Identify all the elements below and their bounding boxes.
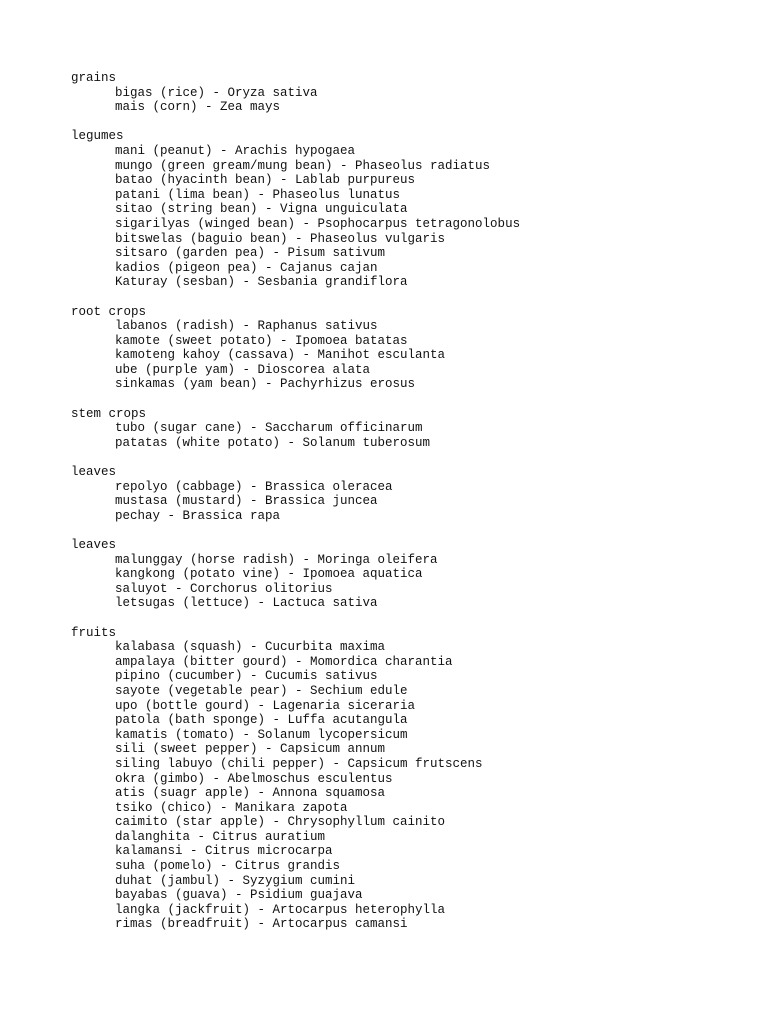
section-6: [71, 626, 751, 932]
list-item: mais (corn) - Zea mays: [115, 100, 281, 115]
list-item: saluyot - Corchorus olitorius: [115, 581, 333, 596]
list-item: mani (peanut) - Arachis hypogaea: [115, 143, 356, 158]
list-item: duhat (jambul) - Syzygium cumini: [115, 873, 356, 888]
list-item: kadios (pigeon pea) - Cajanus cajan: [115, 260, 378, 275]
list-item: kangkong (potato vine) - Ipomoea aquatica: [115, 567, 423, 582]
list-item: pechay - Brassica rapa: [115, 508, 281, 523]
list-item: repolyo (cabbage) - Brassica oleracea: [115, 479, 393, 494]
list-item: sitsaro (garden pea) - Pisum sativum: [115, 246, 386, 261]
list-item: tubo (sugar cane) - Saccharum officinarum: [115, 421, 423, 436]
section-3: [71, 407, 751, 451]
list-item: kamatis (tomato) - Solanum lycopersicum: [115, 727, 408, 742]
list-item: mungo (green gream/mung bean) - Phaseolus radiatus: [115, 158, 491, 173]
section-1: [71, 129, 751, 290]
section-2: [71, 305, 751, 393]
list-item: kalabasa (squash) - Cucurbita maxima: [115, 640, 386, 655]
list-item: tsiko (chico) - Manikara zapota: [115, 800, 348, 815]
list-item: sigarilyas (winged bean) - Psophocarpus tetragonolobus: [115, 216, 521, 231]
list-item: rimas (breadfruit) - Artocarpus camansi: [115, 917, 408, 932]
list-item: sinkamas (yam bean) - Pachyrhizus erosus: [115, 377, 416, 392]
list-item: patatas (white potato) - Solanum tuberosum: [115, 435, 431, 450]
list-item: patani (lima bean) - Phaseolus lunatus: [115, 187, 401, 202]
section-title: grains: [71, 71, 117, 85]
list-item: kalamansi - Citrus microcarpa: [115, 844, 333, 859]
list-item: atis (suagr apple) - Annona squamosa: [115, 786, 386, 801]
list-item: sili (sweet pepper) - Capsicum annum: [115, 742, 386, 757]
section-title: root crops: [71, 304, 147, 319]
list-item: okra (gimbo) - Abelmoschus esculentus: [115, 771, 393, 786]
section-title: leaves: [71, 465, 117, 480]
list-item: caimito (star apple) - Chrysophyllum cainito: [115, 815, 446, 830]
list-item: labanos (radish) - Raphanus sativus: [115, 319, 378, 334]
list-item: mustasa (mustard) - Brassica juncea: [115, 494, 378, 509]
document-body: [71, 71, 751, 947]
list-item: siling labuyo (chili pepper) - Capsicum frutscens: [115, 756, 483, 771]
section-5: [71, 538, 751, 611]
list-item: malunggay (horse radish) - Moringa oleifera: [115, 552, 438, 567]
list-item: suha (pomelo) - Citrus grandis: [115, 859, 341, 874]
list-item: Katuray (sesban) - Sesbania grandiflora: [115, 275, 408, 290]
list-item: ube (purple yam) - Dioscorea alata: [115, 362, 371, 377]
list-item: bigas (rice) - Oryza sativa: [115, 85, 318, 100]
list-item: pipino (cucumber) - Cucumis sativus: [115, 669, 378, 684]
list-item: sayote (vegetable pear) - Sechium edule: [115, 683, 408, 698]
section-title: fruits: [71, 625, 117, 640]
list-item: letsugas (lettuce) - Lactuca sativa: [115, 596, 378, 611]
section-title: stem crops: [71, 406, 147, 421]
list-item: ampalaya (bitter gourd) - Momordica charantia: [115, 654, 453, 669]
section-0: [71, 71, 751, 115]
list-item: sitao (string bean) - Vigna unguiculata: [115, 202, 408, 217]
list-item: upo (bottle gourd) - Lagenaria siceraria: [115, 698, 416, 713]
section-title: legumes: [71, 129, 124, 144]
list-item: kamote (sweet potato) - Ipomoea batatas: [115, 333, 408, 348]
list-item: batao (hyacinth bean) - Lablab purpureus: [115, 173, 416, 188]
list-item: patola (bath sponge) - Luffa acutangula: [115, 713, 408, 728]
section-title: leaves: [71, 538, 117, 552]
list-item: langka (jackfruit) - Artocarpus heterophylla: [115, 902, 446, 917]
list-item: bayabas (guava) - Psidium guajava: [115, 888, 363, 903]
list-item: kamoteng kahoy (cassava) - Manihot esculanta: [115, 348, 446, 363]
list-item: dalanghita - Citrus auratium: [115, 829, 326, 844]
list-item: bitswelas (baguio bean) - Phaseolus vulgaris: [115, 231, 446, 246]
section-4: [71, 465, 751, 523]
